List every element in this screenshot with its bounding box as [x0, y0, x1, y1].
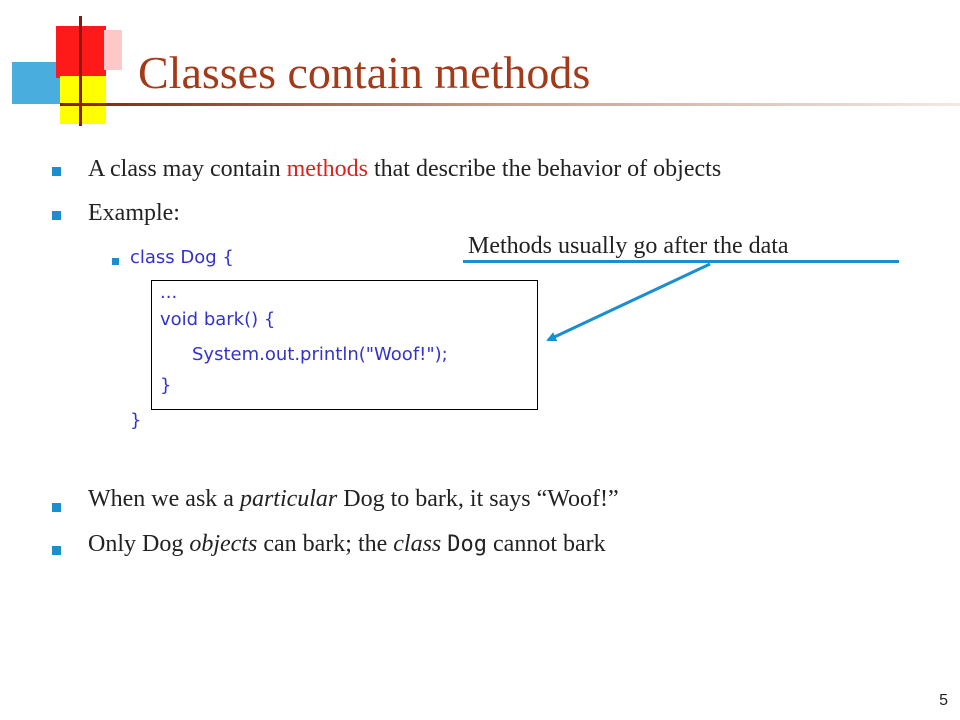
- annotation-text: Methods usually go after the data: [468, 233, 789, 259]
- bullet-marker: [52, 546, 61, 555]
- bullet-methods: [88, 156, 721, 183]
- code-line: class Dog {: [130, 247, 234, 268]
- page-number: 5: [939, 692, 948, 709]
- highlight-methods: methods: [286, 156, 368, 182]
- bullet-marker: [52, 211, 61, 220]
- italic-particular: particular: [239, 486, 338, 512]
- decorative-pink-square: [104, 30, 122, 70]
- annotation-underline: [463, 260, 899, 263]
- code-line: }: [160, 375, 172, 396]
- code-line: void bark() {: [160, 309, 276, 330]
- slide-title: Classes contain methods: [138, 47, 591, 98]
- bullet-marker: [52, 503, 61, 512]
- title-underline: [60, 103, 960, 106]
- bullet-text: Dog to bark, it says “Woof!”: [337, 486, 619, 512]
- italic-objects: objects: [189, 531, 258, 557]
- italic-class: class: [393, 531, 442, 557]
- bullet-example: Example:: [88, 200, 180, 226]
- bullet-text: A class may contain: [88, 156, 287, 182]
- decorative-yellow-square: [60, 76, 106, 124]
- bullet-text: Only Dog: [88, 531, 190, 557]
- code-line: ...: [160, 282, 178, 303]
- bullet-text: can bark; the: [257, 531, 394, 557]
- bullet-text: that describe the behavior of objects: [367, 156, 722, 182]
- code-line: }: [130, 410, 142, 431]
- bullet-only-dog-objects: [88, 531, 606, 558]
- bullet-particular-dog: [88, 486, 619, 513]
- mono-dog: Dog: [447, 532, 488, 557]
- bullet-text: When we ask a: [88, 486, 240, 512]
- code-line: System.out.println("Woof!");: [192, 344, 448, 365]
- sub-bullet-marker: [112, 258, 119, 265]
- bullet-text: cannot bark: [487, 531, 606, 557]
- decorative-vertical-line: [79, 16, 82, 126]
- bullet-marker: [52, 167, 61, 176]
